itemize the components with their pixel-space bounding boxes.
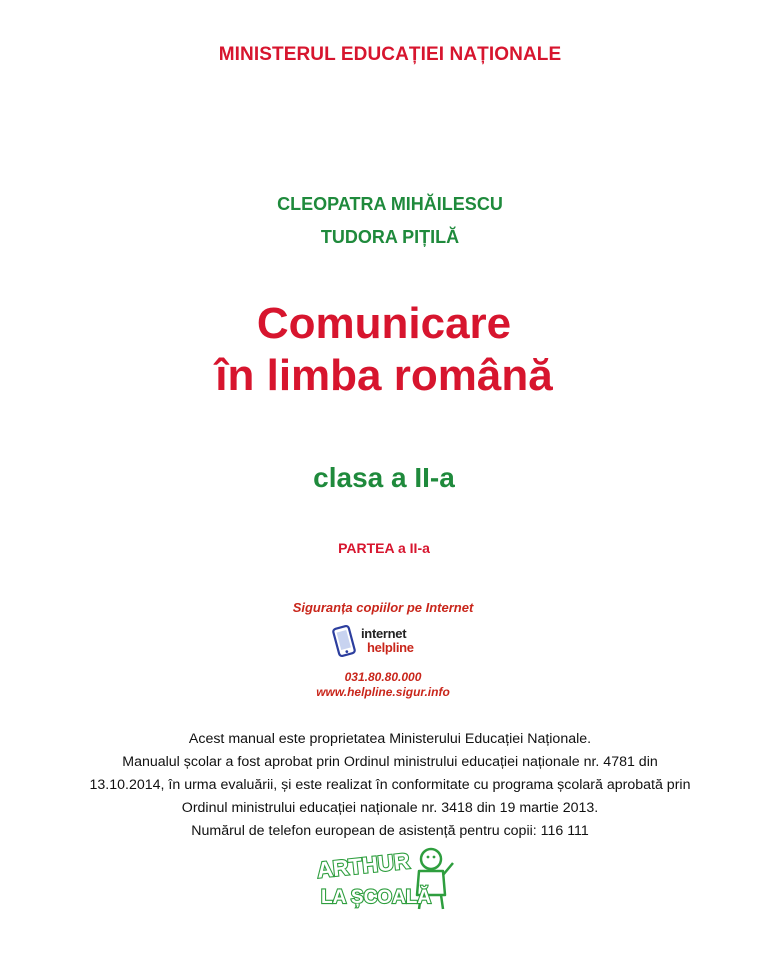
helpline-logo bbox=[331, 622, 441, 662]
grade-label: clasa a II-a bbox=[313, 462, 455, 493]
internet-helpline-banner bbox=[287, 596, 479, 706]
helpline-safety-text: Siguranța copiilor pe Internet bbox=[292, 600, 474, 615]
book-title bbox=[0, 298, 768, 402]
helpline-brand-line1: internet bbox=[361, 626, 407, 641]
notice-line: 13.10.2014, în urma evaluării, și este realizat în conformitate cu programa școlară aprobată prin bbox=[89, 777, 691, 793]
helpline-phone: 031.80.80.000 bbox=[344, 670, 422, 684]
authors-block bbox=[0, 188, 768, 254]
phone-icon bbox=[331, 624, 357, 658]
logo-text-line2: LA ȘCOALĂ bbox=[321, 887, 432, 908]
helpline-url: www.helpline.sigur.info bbox=[316, 685, 450, 699]
helpline-brand-line2: helpline bbox=[367, 640, 414, 655]
author-name: TUDORA PIȚILĂ bbox=[320, 227, 460, 247]
notice-line: Numărul de telefon european de asistență pentru copii: 116 111 bbox=[191, 823, 589, 839]
ministry-heading: MINISTERUL EDUCAȚIEI NAȚIONALE bbox=[218, 44, 562, 65]
ownership-notice bbox=[0, 728, 768, 843]
logo-text-line1: ARTHUR bbox=[315, 848, 411, 883]
book-title-line: în limba română bbox=[215, 351, 553, 400]
part-label: PARTEA a II-a bbox=[338, 540, 430, 556]
notice-line: Acest manual este proprietatea Ministerului Educației Naționale. bbox=[188, 731, 592, 747]
author-name: CLEOPATRA MIHĂILESCU bbox=[277, 194, 503, 214]
book-title-line: Comunicare bbox=[256, 299, 512, 348]
notice-line: Manualul școlar a fost aprobat prin Ordinul ministrului educației naționale nr. 4781 din bbox=[122, 754, 658, 770]
arthur-la-scoala-logo bbox=[313, 845, 463, 911]
notice-line: Ordinul ministrului educației naționale nr. 3418 din 19 martie 2013. bbox=[181, 800, 599, 816]
